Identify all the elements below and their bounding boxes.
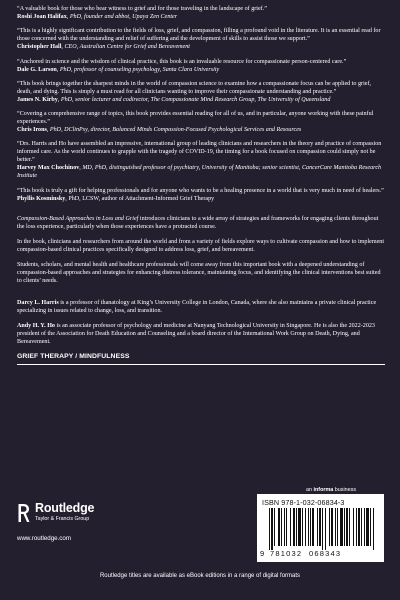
endorsement-attribution: Roshi Joan Halifax, PhD, founder and abbot, Upaya Zen Center xyxy=(17,14,178,20)
editor-name: Andy H. Y. Ho xyxy=(17,322,55,329)
editor-name: Darcy L. Harris xyxy=(17,299,59,306)
endorser-name: James N. Kirby xyxy=(17,96,58,103)
description-p1: Compassion-Based Approaches in Loss and Grief introduces clinicians to a wide array of strategies and frameworks for engaging clients throughout the loss experience, particularly when those experiences have a protracted course. xyxy=(17,216,379,231)
barcode-bar xyxy=(271,508,273,550)
barcode-bar xyxy=(284,508,285,546)
endorsement-4 xyxy=(17,80,385,104)
barcode-bar xyxy=(356,508,357,546)
barcode-bar xyxy=(312,508,314,546)
endorser-title: MD, PhD, distinguished professor of psychiatry, University of Manitoba; senior scientist, CancerCare Manitoba Research Institute xyxy=(17,165,382,180)
editor-bio-2: Andy H. Y. Ho is an associate professor of psychology and medicine at Nanyang Technological University in Singapore. He is also the 2022-2023 president of the Association for Death Education and Counseling and a board director of the International Work Group on Death, Dying, and Bereavement. xyxy=(17,322,375,345)
publisher-website: www.routledge.com xyxy=(17,535,71,542)
barcode-bar xyxy=(329,508,330,546)
barcode-bar xyxy=(349,508,350,546)
endorsement-quote: “A valuable book for those who bear witness to grief and for those traveling in the landscape of grief.” xyxy=(17,6,267,12)
barcode-bar xyxy=(373,508,374,550)
endorser-title: CEO, Australian Centre for Grief and Bereavement xyxy=(64,44,190,51)
barcode-bar xyxy=(269,508,270,550)
isbn-label: ISBN 978-1-032-06834-3 xyxy=(262,498,345,507)
publisher-name: Routledge xyxy=(35,501,95,515)
endorsement-quote: “Covering a comprehensive range of topics, this book provides essential reading for all of us, and in particular, anyone working with these painful experiences.” xyxy=(17,111,374,126)
divider xyxy=(17,364,385,365)
endorser-name: Roshi Joan Halifax xyxy=(17,14,67,20)
endorser-name: Christopher Hall xyxy=(17,44,62,51)
endorser-title: PhD, professor of counseling psychology, Santa Clara University xyxy=(59,66,220,73)
barcode-bar xyxy=(370,508,371,546)
endorsement-attribution: Chris Irons, PhD, DClinPsy, director, Balanced Minds Compassion-Focused Psychological Services and Resources xyxy=(17,127,302,134)
endorsement-quote: “Anchored in science and the wisdom of clinical practice, this book is an invaluable resource for compassionate person-centered care.” xyxy=(17,58,347,65)
endorsement-2 xyxy=(17,27,385,51)
barcode-bar xyxy=(340,508,343,546)
barcode-bar xyxy=(278,508,280,546)
endorsement-quote: “This book brings together the sharpest minds in the world of compassion science to examine how a compassionate focus can be applied to grief, death, and dying. This is simply a must read for all clinicians wanting to improve their compassionate understanding and practice.” xyxy=(17,80,372,95)
endorser-name: Dale G. Larson xyxy=(17,66,57,73)
endorsement-5 xyxy=(17,110,385,134)
endorser-title: PhD, founder and abbot, Upaya Zen Center xyxy=(69,14,178,20)
endorser-name: Chris Irons xyxy=(17,127,47,134)
barcode-bar xyxy=(274,508,275,546)
barcode-bar xyxy=(366,508,369,546)
barcode-bar xyxy=(344,508,345,546)
routledge-r-icon xyxy=(17,502,30,524)
description-p2: In the book, clinicians and researchers from around the world and from a variety of fields explore ways to cultivate compassion and how to implement compassion-based clinical practices specifically designed to address loss, grief, and bereavement. xyxy=(17,239,385,254)
endorsement-attribution: Dale G. Larson, PhD, professor of counseling psychology, Santa Clara University xyxy=(17,66,220,73)
content-column xyxy=(17,5,385,365)
footer-note: Routledge titles are available as eBook editions in a range of digital formats xyxy=(99,573,301,579)
barcode-bar xyxy=(358,508,360,546)
barcode-icon xyxy=(261,508,380,550)
endorsement-attribution: James N. Kirby, PhD, senior lecturer and codirector, The Compassionate Mind Research Group, The University of Queensland xyxy=(17,96,331,103)
barcode-bar xyxy=(305,508,306,546)
endorser-work: Attachment-Informed Grief Therapy xyxy=(124,195,215,202)
barcode-bar xyxy=(317,508,318,546)
barcode-bar xyxy=(331,508,333,546)
publisher-logo xyxy=(17,501,137,531)
book-title: Compassion-Based Approaches in Loss and Grief xyxy=(17,216,139,223)
endorser-title: PhD, senior lecturer and codirector, The Compassionate Mind Research Group, The University of Queensland xyxy=(60,96,331,103)
endorser-title: PhD, LCSW, author of xyxy=(68,195,125,202)
category-label: GRIEF THERAPY / MINDFULNESS xyxy=(17,353,130,361)
barcode-bar xyxy=(290,508,291,546)
endorsement-quote: “This is a highly significant contribution to the fields of loss, grief, and compassion, filling a profound void in the literature. It is an essential read for those concerned with the understanding and relief of suffering and the development of skills to assist those we support.” xyxy=(17,28,381,43)
barcode-bar xyxy=(364,508,365,546)
endorsement-6 xyxy=(17,140,385,180)
endorsement-3 xyxy=(17,58,385,74)
barcode-bar xyxy=(319,508,321,546)
editor-bio-1: Darcy L. Harris is a professor of thanatology at King’s University College in London, Canada, where she also maintains a private clinical practice specializing in issues related to change, loss, and transition. xyxy=(17,299,377,314)
endorsement-attribution: Christopher Hall, CEO, Australian Centre for Grief and Bereavement xyxy=(17,44,190,51)
barcode-bar xyxy=(298,508,301,546)
barcode-bar xyxy=(296,508,297,546)
endorser-title: PhD, DClinPsy, director, Balanced Minds Compassion-Focused Psychological Services and Resources xyxy=(49,127,302,134)
barcode-bar xyxy=(308,508,309,546)
endorsement-7 xyxy=(17,187,385,203)
barcode-bar xyxy=(353,508,354,546)
endorsement-attribution: Harvey Max Chochinov, MD, PhD, distinguished professor of psychiatry, University of Manitoba; senior scientist, CancerCare Manitoba Research Institute xyxy=(17,165,382,180)
barcode-bar xyxy=(281,508,282,546)
description-p3: Students, scholars, and mental health and healthcare professionals will come away from this important book with a deepened understanding of compassion-based approaches and strategies for enhancing distress tolerance, maintaining focus, and identifying the clinical interventions best suited to clients’ needs. xyxy=(17,262,381,285)
barcode-bar xyxy=(361,508,362,546)
barcode-bar xyxy=(302,508,303,546)
endorsement-1 xyxy=(17,5,385,21)
endorsement-quote: “This book is truly a gift for helping professionals and for anyone who wants to be a healing presence in a world that is very much in need of healers.” xyxy=(17,187,384,194)
barcode-bar xyxy=(293,508,295,546)
barcode-bar xyxy=(337,508,338,546)
endorser-name: Phyllis Kosminsky xyxy=(17,195,66,202)
barcode-bar xyxy=(310,508,311,546)
barcode-bar xyxy=(325,508,326,550)
barcode-bar xyxy=(322,508,323,550)
barcode-panel: ISBN 978-1-032-06834-3 9 781032 068343 xyxy=(257,494,384,562)
barcode-bar xyxy=(335,508,336,546)
barcode-bar xyxy=(286,508,287,546)
barcode-bar xyxy=(346,508,348,546)
informa-line: an informa business xyxy=(306,487,357,493)
endorsement-attribution: Phyllis Kosminsky, PhD, LCSW, author of Attachment-Informed Grief Therapy xyxy=(17,195,215,202)
endorser-name: Harvey Max Chochinov xyxy=(17,165,80,172)
endorsement-quote: “Drs. Harris and Ho have assembled an impressive, international group of leading clinicians and researchers in the theory and practice of compassion informed care. As the world continues to grapple with the tragedy of COVID-19, the timing for a book focused on compassion could simply not be better.” xyxy=(17,141,382,164)
publisher-group: Taylor & Francis Group xyxy=(35,516,90,522)
